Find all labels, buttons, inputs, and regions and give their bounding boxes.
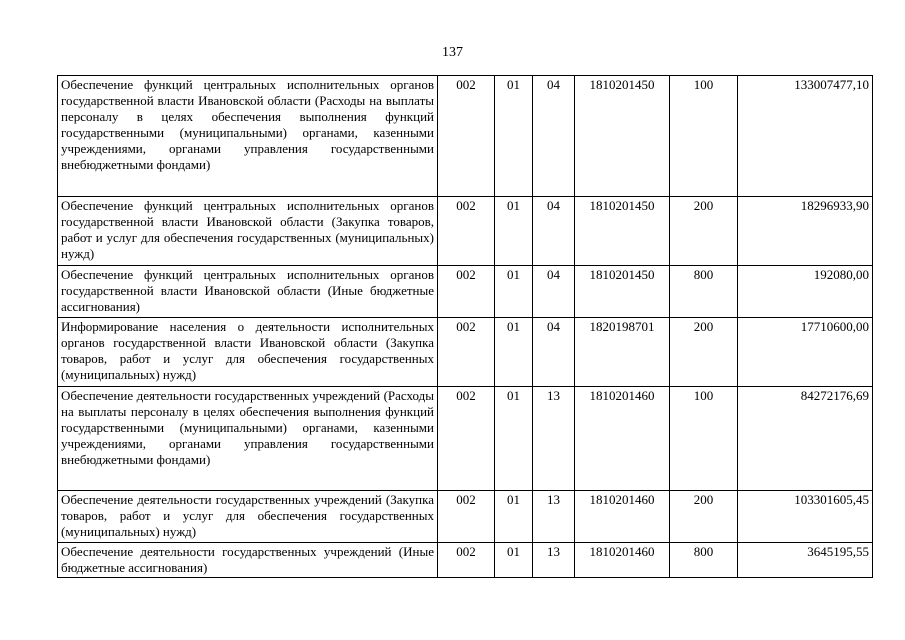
table-row (58, 318, 873, 387)
target-article-code: 1810201450 (575, 197, 670, 266)
section-code: 01 (495, 387, 533, 491)
subsection-code: 13 (533, 387, 575, 491)
section-code: 01 (495, 197, 533, 266)
expense-type-code: 100 (670, 387, 738, 491)
amount-value: 192080,00 (738, 266, 873, 318)
table-row (58, 197, 873, 266)
target-article-code: 1820198701 (575, 318, 670, 387)
section-code: 01 (495, 76, 533, 197)
ministry-code: 002 (438, 266, 495, 318)
expense-type-code: 200 (670, 318, 738, 387)
subsection-code: 04 (533, 266, 575, 318)
ministry-code: 002 (438, 491, 495, 543)
row-description: Обеспечение деятельности государственных учреждений (Расходы на выплаты персоналу в целях обеспечения выполнения функций государственными (муниципальными) органами, казенными учреждениями, органами управления государственными внебюджетными фондами) (58, 387, 438, 491)
subsection-code: 13 (533, 543, 575, 578)
ministry-code: 002 (438, 76, 495, 197)
table-row (58, 76, 873, 197)
target-article-code: 1810201460 (575, 387, 670, 491)
page-number: 137 (442, 45, 463, 60)
subsection-code: 04 (533, 318, 575, 387)
expense-type-code: 200 (670, 491, 738, 543)
section-code: 01 (495, 543, 533, 578)
subsection-code: 04 (533, 76, 575, 197)
row-description: Информирование населения о деятельности исполнительных органов государственной власти Ивановской области (Закупка товаров, работ и услуг для обеспечения государственных (муниципальных) нужд) (58, 318, 438, 387)
target-article-code: 1810201450 (575, 76, 670, 197)
table-row (58, 387, 873, 491)
row-description: Обеспечение функций центральных исполнительных органов государственной власти Ивановской области (Иные бюджетные ассигнования) (58, 266, 438, 318)
amount-value: 17710600,00 (738, 318, 873, 387)
table-row (58, 543, 873, 578)
ministry-code: 002 (438, 197, 495, 266)
amount-value: 84272176,69 (738, 387, 873, 491)
section-code: 01 (495, 491, 533, 543)
table-row (58, 266, 873, 318)
expense-type-code: 200 (670, 197, 738, 266)
target-article-code: 1810201450 (575, 266, 670, 318)
subsection-code: 13 (533, 491, 575, 543)
expense-type-code: 800 (670, 543, 738, 578)
row-description: Обеспечение функций центральных исполнительных органов государственной власти Ивановской области (Закупка товаров, работ и услуг для обеспечения государственных (муниципальных) нужд) (58, 197, 438, 266)
amount-value: 18296933,90 (738, 197, 873, 266)
ministry-code: 002 (438, 387, 495, 491)
row-description: Обеспечение деятельности государственных учреждений (Иные бюджетные ассигнования) (58, 543, 438, 578)
target-article-code: 1810201460 (575, 491, 670, 543)
ministry-code: 002 (438, 543, 495, 578)
expense-type-code: 800 (670, 266, 738, 318)
amount-value: 103301605,45 (738, 491, 873, 543)
expense-type-code: 100 (670, 76, 738, 197)
amount-value: 3645195,55 (738, 543, 873, 578)
table-row (58, 491, 873, 543)
target-article-code: 1810201460 (575, 543, 670, 578)
subsection-code: 04 (533, 197, 575, 266)
row-description: Обеспечение деятельности государственных учреждений (Закупка товаров, работ и услуг для обеспечения государственных (муниципальных) нужд) (58, 491, 438, 543)
amount-value: 133007477,10 (738, 76, 873, 197)
section-code: 01 (495, 318, 533, 387)
ministry-code: 002 (438, 318, 495, 387)
section-code: 01 (495, 266, 533, 318)
budget-table (57, 75, 873, 578)
row-description: Обеспечение функций центральных исполнительных органов государственной власти Ивановской области (Расходы на выплаты персоналу в целях обеспечения выполнения функций государственными (муниципальными) органами, казенными учреждениями, органами управления государственными внебюджетными фондами) (58, 76, 438, 197)
